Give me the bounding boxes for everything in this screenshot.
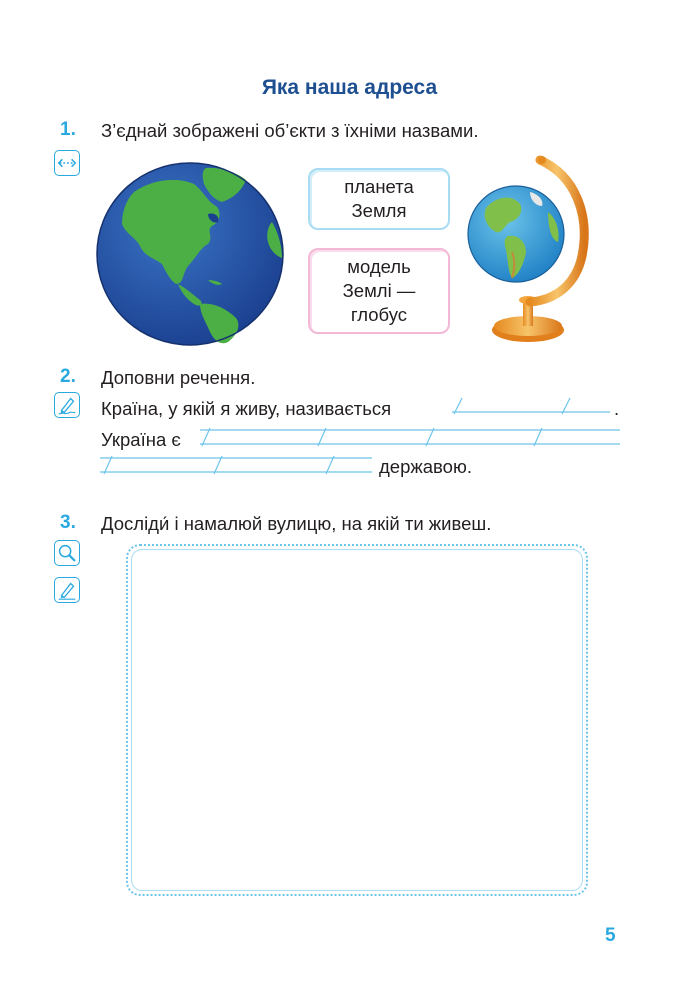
- page-number: 5: [605, 925, 616, 946]
- page-title: Яка наша адреса: [261, 76, 438, 99]
- task-2-number: 2.: [60, 366, 76, 387]
- pencil-icon: [54, 577, 80, 603]
- earth-planet-image[interactable]: [96, 162, 284, 346]
- task-1-number: 1.: [60, 119, 76, 140]
- sentence-1-text: Країна, у якій я живу, називається: [101, 398, 392, 419]
- answer-line-status-2[interactable]: [98, 452, 374, 478]
- label-globe-model[interactable]: [308, 248, 450, 334]
- task-3-text: Досліди́ і намалюй вулицю, на якій ти живеш.: [101, 513, 492, 534]
- sentence-2-text: Україна є: [101, 429, 181, 450]
- answer-line-status-1[interactable]: [198, 422, 622, 448]
- sentence-2-end: державою.: [379, 456, 472, 477]
- label-planet-earth[interactable]: [308, 168, 450, 230]
- answer-line-country[interactable]: [450, 392, 612, 416]
- globe-model-image[interactable]: [464, 152, 590, 346]
- label-planet-earth-line-1: планета: [344, 176, 414, 197]
- label-planet-earth-line-2: Земля: [351, 200, 407, 221]
- magnifier-icon: [54, 540, 80, 566]
- task-1-text: З’єднай зображені об’єкти з їхніми назвами.: [101, 120, 479, 141]
- task-2-text: Доповни речення.: [101, 367, 256, 388]
- connect-arrows-icon: [54, 150, 80, 176]
- label-globe-line-3: глобус: [350, 304, 408, 325]
- label-globe-line-2: Землі —: [342, 280, 416, 301]
- label-globe-line-1: модель: [347, 256, 411, 277]
- drawing-area[interactable]: [126, 544, 588, 896]
- task-3-number: 3.: [60, 512, 76, 533]
- pencil-writing-icon: [54, 392, 80, 418]
- sentence-1-period: .: [614, 398, 620, 419]
